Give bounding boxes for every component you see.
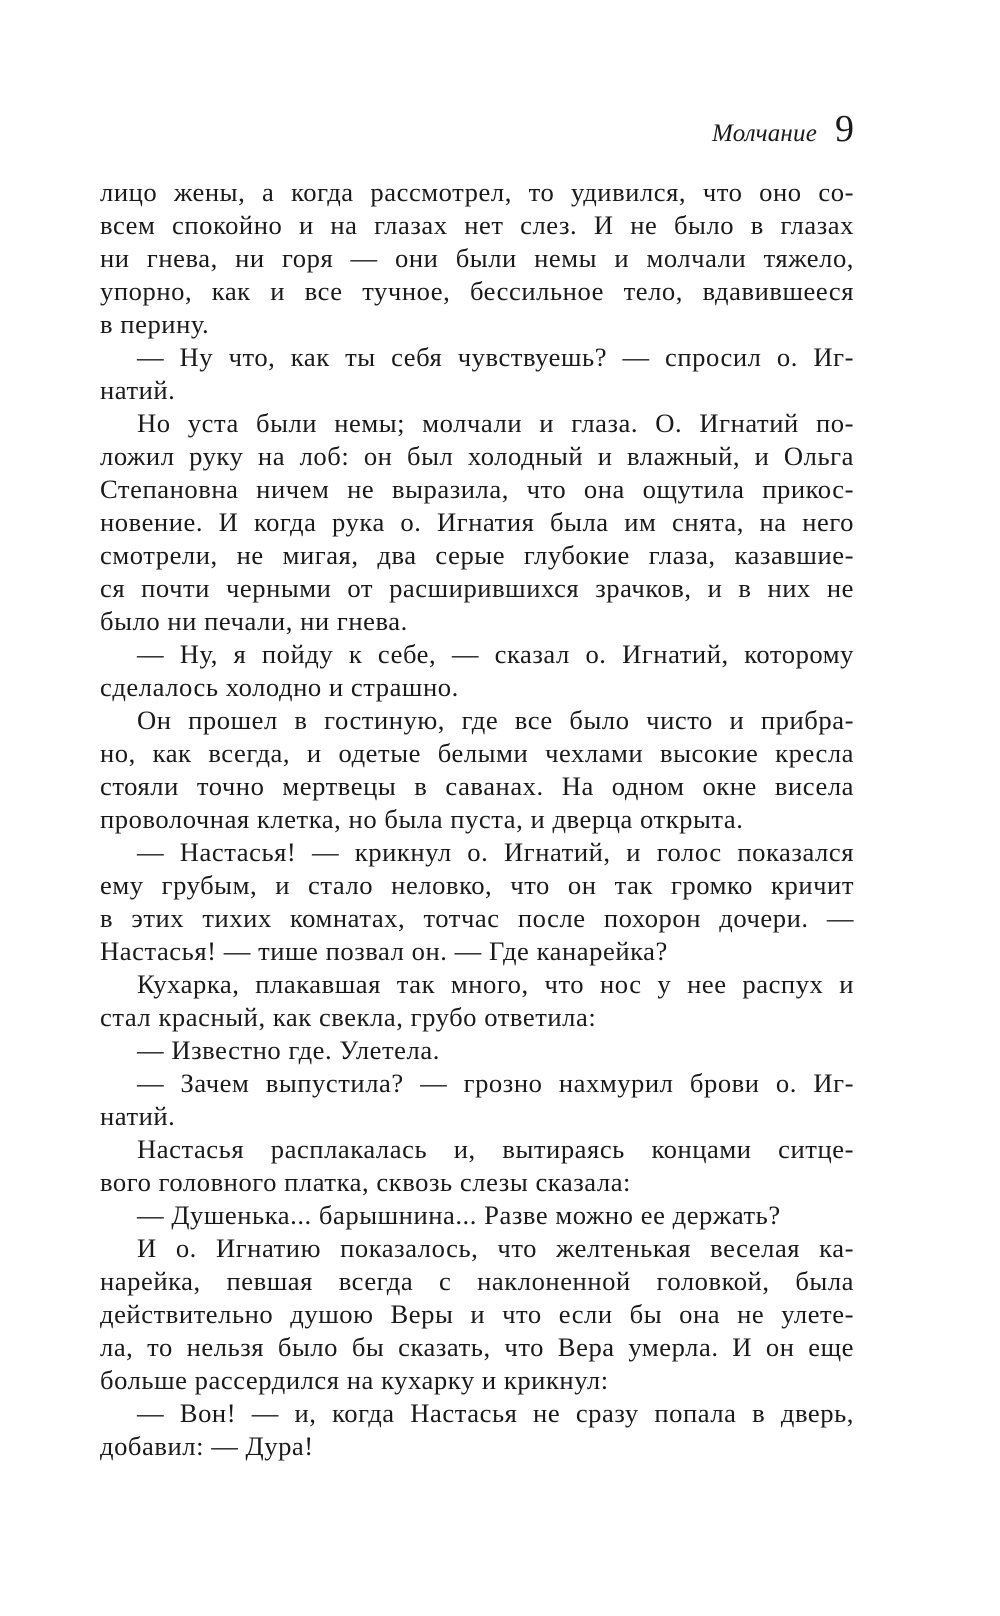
text-line: Но уста были немы; молчали и глаза. О. Игнатий по- [137,408,854,438]
text-line: стал красный, как свекла, грубо ответила: [100,1002,597,1032]
text-line: проволочная клетка, но была пуста, и дверца открыта. [100,804,744,834]
running-header [712,110,854,148]
text-line: — Ну, я пойду к себе, — сказал о. Игнатий, которому [137,639,854,669]
page-number: 9 [835,108,854,150]
text-line: смотрели, не мигая, два серые глубокие глаза, казавшие- [100,540,854,570]
text-line: — Вон! — и, когда Настасья не сразу попала в дверь, [137,1398,854,1428]
text-line: новение. И когда рука о. Игнатия была им снята, на него [100,507,854,537]
body-text [100,176,854,1463]
text-line: всем спокойно и на глазах нет слез. И не было в глазах [100,210,854,240]
text-line: ся почти черными от расширившихся зрачков, и в них не [100,573,854,603]
text-line: ла, то нельзя было бы сказать, что Вера умерла. И он еще [100,1332,854,1362]
text-line: натий. [100,1101,176,1131]
text-line: И о. Игнатию показалось, что желтенькая веселая ка- [137,1233,854,1263]
text-line: ложил руку на лоб: он был холодный и влажный, и Ольга [100,441,854,471]
text-line: упорно, как и все тучное, бессильное тело, вдавившееся [100,276,854,306]
text-line: больше рассердился на кухарку и крикнул: [100,1365,609,1395]
text-line: Он прошел в гостиную, где все было чисто и прибра- [137,705,854,735]
text-line: — Известно где. Улетела. [137,1035,440,1065]
text-line: Степановна ничем не выразила, что она ощутила прикос- [100,474,854,504]
text-line: нарейка, певшая всегда с наклоненной головкой, была [100,1266,854,1296]
text-line: ему грубым, и стало неловко, что он так громко кричит [100,870,854,900]
text-line: Настасья расплакалась и, вытираясь концами ситце- [137,1134,854,1164]
text-line: Кухарка, плакавшая так много, что нос у нее распух и [137,969,854,999]
text-line: действительно душою Веры и что если бы она не улете- [100,1299,854,1329]
text-line: натий. [100,375,176,405]
text-line: было ни печали, ни гнева. [100,606,408,636]
text-line: в этих тихих комнатах, тотчас после похорон дочери. — [100,903,854,933]
text-line: но, как всегда, и одетые белыми чехлами высокие кресла [100,738,854,768]
running-title: Молчание [712,120,817,147]
text-line: сделалось холодно и страшно. [100,672,459,702]
text-line: — Зачем выпустила? — грозно нахмурил брови о. Иг- [137,1068,854,1098]
text-line: в перину. [100,309,210,339]
text-line: вого головного платка, сквозь слезы сказала: [100,1167,631,1197]
text-line: — Ну что, как ты себя чувствуешь? — спросил о. Иг- [137,342,854,372]
text-line: Настасья! — тише позвал он. — Где канарейка? [100,936,668,966]
text-line: лицо жены, а когда рассмотрел, то удивился, что оно со- [100,177,854,207]
text-line: ни гнева, ни горя — они были немы и молчали тяжело, [100,243,854,273]
text-line: — Душенька... барышнина... Разве можно ее держать? [137,1200,781,1230]
text-line: — Настасья! — крикнул о. Игнатий, и голос показался [137,837,854,867]
text-line: стояли точно мертвецы в саванах. На одном окне висела [100,771,854,801]
text-line: добавил: — Дура! [100,1431,314,1461]
